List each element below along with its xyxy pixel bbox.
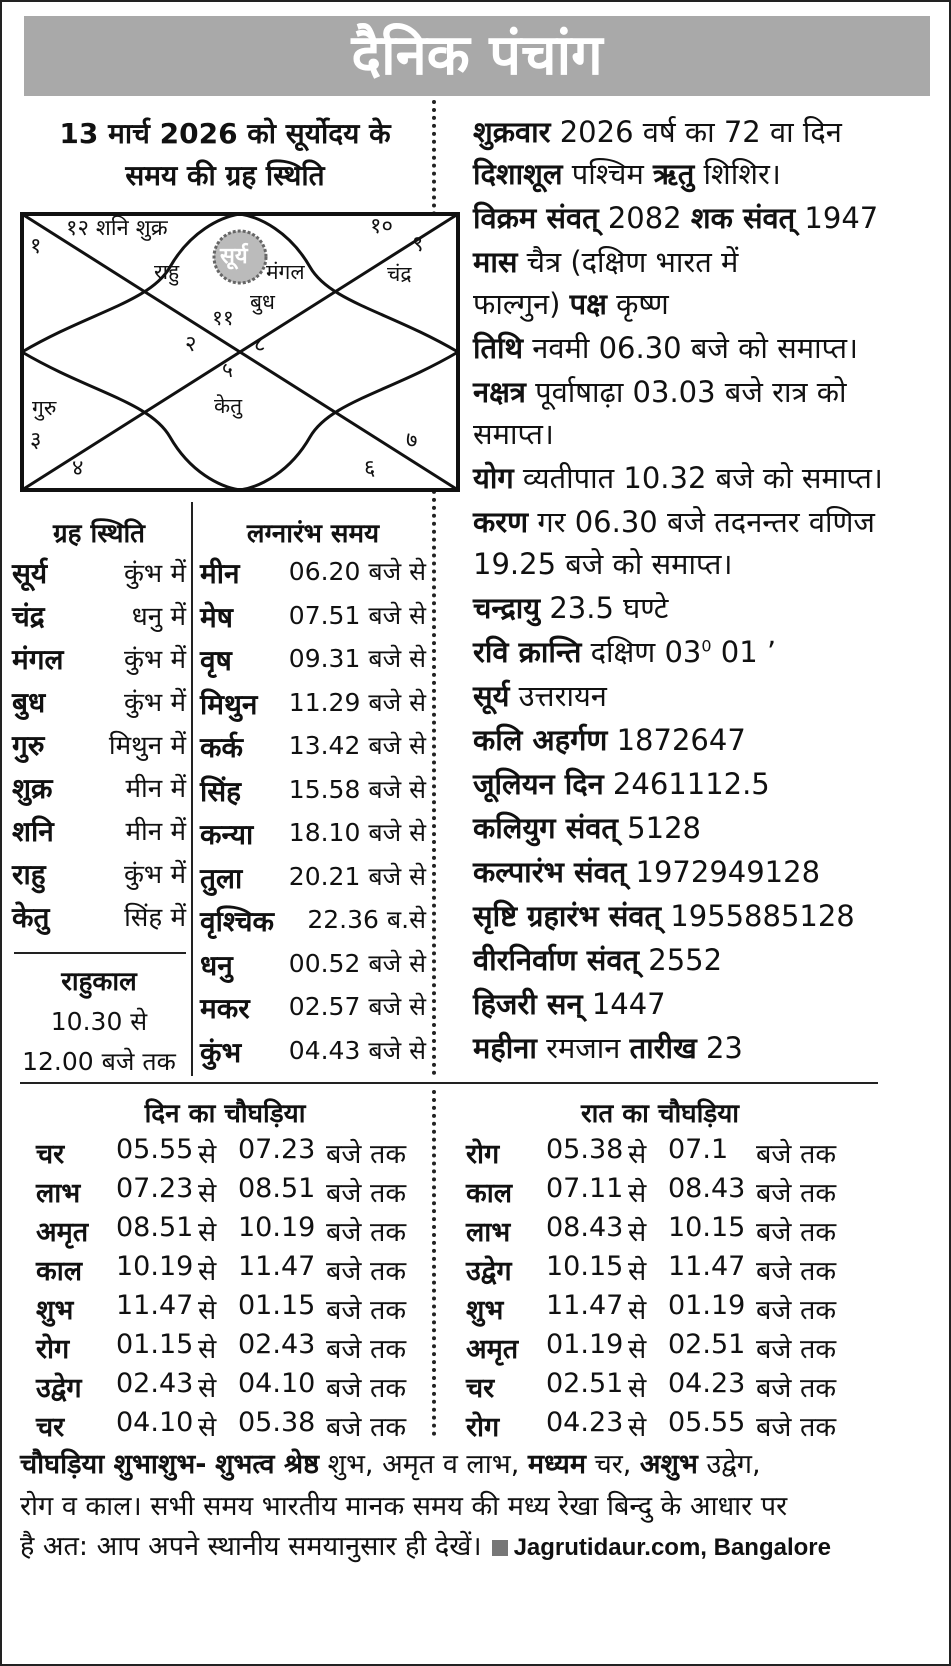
planet-chandra-label: चंद्र	[387, 262, 412, 286]
column-separator-bottom	[432, 1090, 436, 1436]
lagna-rashi: कुंभ	[200, 1035, 242, 1069]
footer-line-2: रोग व काल। सभी समय भारतीय मानक समय की मध्य रेखा बिन्दु के आधार पर	[20, 1491, 788, 1522]
planet-guru-label: गुरु	[32, 396, 57, 420]
choghadiya-from: 11.47	[116, 1290, 194, 1321]
choghadiya-to: 05.38	[238, 1407, 316, 1438]
choghadiya-baje-tak: बजे तक	[326, 1295, 407, 1326]
choghadiya-name: काल	[36, 1256, 83, 1287]
srishti-value: 1955885128	[661, 899, 855, 933]
planet-mangal-label: मंगल	[266, 260, 305, 284]
kaliyug-line	[473, 808, 701, 847]
choghadiya-baje-tak: बजे तक	[326, 1139, 407, 1170]
graha-planet: शुक्र	[12, 772, 53, 805]
choghadiya-name: उद्वेग	[466, 1256, 512, 1287]
julian-line	[473, 764, 770, 803]
lagna-heading: लग्नारंभ समय	[246, 519, 380, 549]
tithi-value: नवमी 06.30 बजे को समाप्त।	[523, 331, 859, 365]
vaar-label: शुक्रवार	[473, 115, 551, 149]
lagna-rashi: सिंह	[200, 774, 242, 808]
ravi-line	[473, 632, 776, 671]
choghadiya-baje-tak: बजे तक	[326, 1334, 407, 1365]
footer-line-3	[20, 1526, 831, 1563]
karan-line-2	[473, 544, 732, 583]
lagna-rashi: धनु	[200, 948, 233, 982]
ravi-value-2: 01 ’	[711, 635, 777, 669]
kaliyug-label: कलियुग संवत्	[473, 811, 618, 845]
choghadiya-to: 01.19	[668, 1290, 746, 1321]
planet-rahu-label: राहु	[154, 260, 180, 284]
tithi-line	[473, 328, 858, 367]
nakshatra-line	[473, 372, 846, 411]
graha-planet: सूर्य	[12, 557, 48, 590]
ravi-value: दक्षिण 03	[581, 635, 702, 669]
mahina-label: महीना	[473, 1031, 537, 1065]
footer-shreshth-value: शुभ, अमृत व लाभ,	[319, 1449, 528, 1480]
julian-label: जूलियन दिन	[473, 767, 604, 801]
planet-surya-label: सूर्य	[220, 244, 248, 269]
nakshatra-value-2: समाप्त।	[473, 417, 554, 451]
choghadiya-se: से	[198, 1178, 217, 1209]
maas-value-2: फाल्गुन)	[473, 287, 570, 321]
choghadiya-to: 04.23	[668, 1368, 746, 1399]
choghadiya-baje-tak: बजे तक	[756, 1178, 837, 1209]
choghadiya-from: 01.19	[546, 1329, 624, 1360]
nakshatra-label: नक्षत्र	[473, 375, 526, 409]
choghadiya-from: 07.23	[116, 1173, 194, 1204]
choghadiya-name: चर	[36, 1139, 65, 1170]
choghadiya-se: से	[628, 1295, 647, 1326]
graha-sign: सिंह में	[124, 903, 186, 933]
house-11-label: ११	[212, 306, 234, 330]
lagna-time: 02.57 बजे से	[288, 992, 426, 1021]
page-title: दैनिक पंचांग	[24, 16, 930, 96]
choghadiya-from: 01.15	[116, 1329, 194, 1360]
choghadiya-se: से	[628, 1334, 647, 1365]
choghadiya-name: लाभ	[36, 1178, 81, 1209]
graha-sthiti-heading: ग्रह स्थिति	[52, 519, 146, 549]
footer-shreshth-label: शुभत्व श्रेष्ठ	[215, 1449, 319, 1480]
house-9-label: ९	[412, 232, 424, 257]
choghadiya-baje-tak: बजे तक	[326, 1256, 407, 1287]
choghadiya-from: 05.38	[546, 1134, 624, 1165]
chandrayu-value: 23.5 घण्टे	[540, 591, 669, 625]
karan-value-2: 19.25 बजे को समाप्त।	[473, 547, 733, 581]
chandrayu-line	[473, 588, 668, 627]
dishashool-label: दिशाशूल	[473, 157, 563, 191]
footer-ashubh-label: अशुभ	[639, 1449, 698, 1480]
choghadiya-from: 02.51	[546, 1368, 624, 1399]
kalparambh-label: कल्पारंभ संवत्	[473, 855, 627, 889]
dishashool-line	[473, 154, 781, 193]
karan-label: करण	[473, 505, 529, 539]
choghadiya-from: 11.47	[546, 1290, 624, 1321]
choghadiya-baje-tak: बजे तक	[756, 1412, 837, 1443]
raat-choghadiya-heading: रात का चौघड़िया	[580, 1099, 740, 1129]
choghadiya-from: 02.43	[116, 1368, 194, 1399]
shak-value: 1947	[795, 201, 879, 235]
choghadiya-to: 05.55	[668, 1407, 746, 1438]
footer-madhyam-value: चर,	[585, 1449, 640, 1480]
rahukal-line1: 10.30 से	[50, 1007, 148, 1036]
choghadiya-baje-tak: बजे तक	[756, 1256, 837, 1287]
yog-line	[473, 458, 883, 497]
graha-sign: कुंभ में	[123, 860, 186, 890]
mahina-value: रमजान	[536, 1031, 630, 1065]
choghadiya-se: से	[628, 1373, 647, 1404]
choghadiya-name: चर	[466, 1373, 495, 1404]
julian-value: 2461112.5	[603, 767, 770, 801]
kali-label: कलि अहर्गण	[473, 723, 608, 757]
choghadiya-se: से	[198, 1295, 217, 1326]
tithi-label: तिथि	[473, 331, 524, 365]
choghadiya-name: लाभ	[466, 1217, 511, 1248]
footer-line-1	[20, 1444, 761, 1481]
house-5-label: ५	[222, 358, 233, 382]
maas-label: मास	[473, 245, 518, 279]
vaar-line	[473, 112, 842, 151]
planet-ketu-label: केतु	[214, 394, 243, 418]
nakshatra-value: पूर्वाषाढ़ा 03.03 बजे रात्र को	[525, 375, 847, 409]
veer-value: 2552	[639, 943, 723, 977]
lagna-rashi: मीन	[200, 557, 240, 590]
choghadiya-se: से	[198, 1412, 217, 1443]
choghadiya-to: 07.1	[668, 1134, 729, 1165]
choghadiya-to: 11.47	[668, 1251, 746, 1282]
kalparambh-line	[473, 852, 820, 891]
choghadiya-baje-tak: बजे तक	[326, 1178, 407, 1209]
ritu-value: शिशिर।	[694, 157, 781, 191]
graha-planet: राहु	[12, 858, 46, 891]
surya-line	[473, 676, 607, 715]
lagna-time: 22.36 ब.से	[307, 905, 426, 934]
paksh-label: पक्ष	[569, 287, 607, 321]
house-4-label: ४	[72, 456, 84, 481]
veer-line	[473, 940, 722, 979]
vikram-value: 2082	[598, 201, 691, 235]
choghadiya-se: से	[198, 1373, 217, 1404]
surya-value: उत्तरायन	[509, 679, 607, 713]
house-8-label: ८	[254, 332, 266, 357]
lagna-time: 15.58 बजे से	[288, 774, 426, 804]
graha-sign: धनु में	[131, 602, 186, 632]
chandrayu-label: चन्द्रायु	[473, 591, 541, 625]
house-6-label: ६	[364, 456, 376, 481]
choghadiya-from: 04.23	[546, 1407, 624, 1438]
lagna-time: 13.42 बजे से	[288, 731, 426, 760]
choghadiya-name: रोग	[466, 1412, 500, 1443]
choghadiya-to: 08.43	[668, 1173, 746, 1204]
lagna-time: 07.51 बजे से	[288, 600, 426, 630]
lagna-rashi: वृश्चिक	[200, 905, 275, 938]
lagna-time: 09.31 बजे से	[288, 644, 426, 673]
choghadiya-name: रोग	[466, 1139, 500, 1170]
lagna-rashi: मेष	[200, 600, 233, 634]
vaar-text: 2026 वर्ष का 72 वा दिन	[550, 115, 842, 149]
tarikh-label: तारीख	[629, 1031, 697, 1065]
footer-ashubh-value: उद्वेग,	[697, 1449, 761, 1480]
footer-madhyam-label: मध्यम	[527, 1449, 586, 1480]
house-12-label: १२ शनि शुक्र	[66, 216, 168, 241]
choghadiya-baje-tak: बजे तक	[756, 1373, 837, 1404]
house-2-label: २	[185, 332, 197, 357]
choghadiya-from: 10.15	[546, 1251, 624, 1282]
lagna-rashi: कन्या	[200, 818, 254, 851]
choghadiya-baje-tak: बजे तक	[756, 1217, 837, 1248]
choghadiya-se: से	[628, 1412, 647, 1443]
graha-planet: बुध	[12, 686, 46, 719]
graha-planet: गुरु	[12, 729, 45, 762]
veer-label: वीरनिर्वाण संवत्	[473, 943, 640, 977]
choghadiya-to: 01.15	[238, 1290, 316, 1321]
choghadiya-to: 04.10	[238, 1368, 316, 1399]
choghadiya-se: से	[628, 1139, 647, 1170]
section-divider	[20, 1082, 878, 1084]
choghadiya-from: 10.19	[116, 1251, 194, 1282]
mahina-line	[473, 1028, 743, 1067]
choghadiya-to: 11.47	[238, 1251, 316, 1282]
graha-planet: चंद्र	[12, 600, 45, 633]
footer-line-3-text: है अत: आप अपने स्थानीय समयानुसार ही देखें।	[20, 1531, 482, 1562]
karan-line	[473, 502, 875, 541]
lagna-time: 00.52 बजे से	[288, 948, 426, 978]
kaliyug-value: 5128	[617, 811, 701, 845]
yog-value: व्यतीपात 10.32 बजे को समाप्त।	[513, 461, 883, 495]
maas-line-2	[473, 284, 669, 323]
dishashool-value: पश्चिम	[562, 157, 654, 191]
samvat-line	[473, 198, 878, 237]
choghadiya-se: से	[628, 1217, 647, 1248]
choghadiya-baje-tak: बजे तक	[326, 1412, 407, 1443]
hijri-value: 1447	[582, 987, 666, 1021]
hijri-label: हिजरी सन्	[473, 987, 583, 1021]
karan-value: गर 06.30 बजे तदनन्तर वणिज	[528, 505, 875, 539]
ravi-degree: 0	[701, 636, 712, 656]
house-10-label: १०	[370, 214, 393, 239]
kali-line	[473, 720, 746, 759]
footer-label: चौघड़िया शुभाशुभ-	[20, 1449, 207, 1480]
choghadiya-name: काल	[466, 1178, 513, 1209]
choghadiya-from: 07.11	[546, 1173, 624, 1204]
graha-sign: कुंभ में	[123, 559, 186, 589]
house-7-label: ७	[406, 428, 418, 453]
choghadiya-to: 10.19	[238, 1212, 316, 1243]
chart-heading-line1: 13 मार्च 2026 को सूर्योदय के	[59, 117, 391, 150]
choghadiya-se: से	[198, 1217, 217, 1248]
graha-sign: कुंभ में	[123, 688, 186, 718]
choghadiya-from: 08.43	[546, 1212, 624, 1243]
din-choghadiya-heading: दिन का चौघड़िया	[144, 1099, 306, 1129]
shak-label: शक संवत्	[690, 201, 796, 235]
lagna-time: 11.29 बजे से	[288, 687, 426, 717]
choghadiya-from: 04.10	[116, 1407, 194, 1438]
graha-sign: मिथुन में	[108, 731, 186, 761]
srishti-line	[473, 896, 855, 935]
hijri-line	[473, 984, 666, 1023]
choghadiya-baje-tak: बजे तक	[756, 1139, 837, 1170]
lagna-time: 04.43 बजे से	[288, 1035, 426, 1065]
choghadiya-to: 02.43	[238, 1329, 316, 1360]
lagna-rashi: कर्क	[200, 731, 244, 764]
house-1-label: १	[30, 234, 42, 259]
srishti-label: सृष्टि ग्रहारंभ संवत्	[473, 899, 662, 933]
planet-budh-label: बुध	[250, 290, 275, 314]
choghadiya-se: से	[198, 1256, 217, 1287]
choghadiya-name: अमृत	[36, 1217, 89, 1248]
lagna-rashi: वृष	[200, 644, 232, 677]
choghadiya-se: से	[198, 1334, 217, 1365]
choghadiya-from: 08.51	[116, 1212, 194, 1243]
choghadiya-name: उद्वेग	[36, 1373, 82, 1404]
choghadiya-baje-tak: बजे तक	[326, 1217, 407, 1248]
lagna-time: 06.20 बजे से	[288, 557, 426, 586]
choghadiya-to: 08.51	[238, 1173, 316, 1204]
graha-sign: मीन में	[125, 817, 186, 847]
chart-heading-line2: समय की ग्रह स्थिति	[125, 159, 325, 192]
graha-planet: केतु	[12, 901, 50, 934]
kalparambh-value: 1972949128	[626, 855, 821, 889]
house-3-label: ३	[30, 428, 42, 453]
choghadiya-to: 10.15	[668, 1212, 746, 1243]
graha-sign: कुंभ में	[123, 645, 186, 675]
choghadiya-se: से	[198, 1139, 217, 1170]
graha-sign: मीन में	[125, 774, 186, 804]
choghadiya-name: शुभ	[466, 1295, 504, 1326]
lagna-rashi: मिथुन	[200, 687, 258, 721]
vikram-label: विक्रम संवत्	[473, 201, 599, 235]
rahukal-line2: 12.00 बजे तक	[22, 1047, 176, 1076]
choghadiya-baje-tak: बजे तक	[326, 1373, 407, 1404]
choghadiya-baje-tak: बजे तक	[756, 1334, 837, 1365]
graha-planet: शनि	[12, 815, 54, 848]
lagna-rashi: तुला	[200, 861, 243, 895]
rahukal-divider	[14, 952, 186, 954]
choghadiya-to: 07.23	[238, 1134, 316, 1165]
choghadiya-from: 05.55	[116, 1134, 194, 1165]
surya-label: सूर्य	[473, 679, 510, 713]
choghadiya-name: अमृत	[466, 1334, 519, 1365]
rahukal-heading: राहुकाल	[61, 967, 137, 997]
ravi-label: रवि क्रान्ति	[473, 635, 582, 669]
choghadiya-name: शुभ	[36, 1295, 74, 1326]
nakshatra-line-2	[473, 414, 554, 453]
graha-planet: मंगल	[12, 643, 64, 676]
lagna-rashi: मकर	[200, 992, 250, 1025]
tarikh-value: 23	[696, 1031, 743, 1065]
choghadiya-se: से	[628, 1178, 647, 1209]
paksh-value: कृष्ण	[606, 287, 669, 321]
choghadiya-name: चर	[36, 1412, 65, 1443]
footer-credit: Jagrutidaur.com, Bangalore	[513, 1534, 831, 1561]
yog-label: योग	[473, 461, 514, 495]
choghadiya-se: से	[628, 1256, 647, 1287]
choghadiya-name: रोग	[36, 1334, 70, 1365]
choghadiya-to: 02.51	[668, 1329, 746, 1360]
maas-value: चैत्र (दक्षिण भारत में	[517, 245, 739, 279]
graha-lagna-divider	[191, 502, 193, 1076]
maas-line	[473, 242, 738, 281]
lagna-time: 20.21 बजे से	[288, 861, 426, 891]
choghadiya-baje-tak: बजे तक	[756, 1295, 837, 1326]
kali-value: 1872647	[607, 723, 746, 757]
square-bullet-icon	[492, 1540, 508, 1556]
lagna-time: 18.10 बजे से	[288, 818, 426, 847]
ritu-label: ऋतु	[653, 157, 695, 191]
